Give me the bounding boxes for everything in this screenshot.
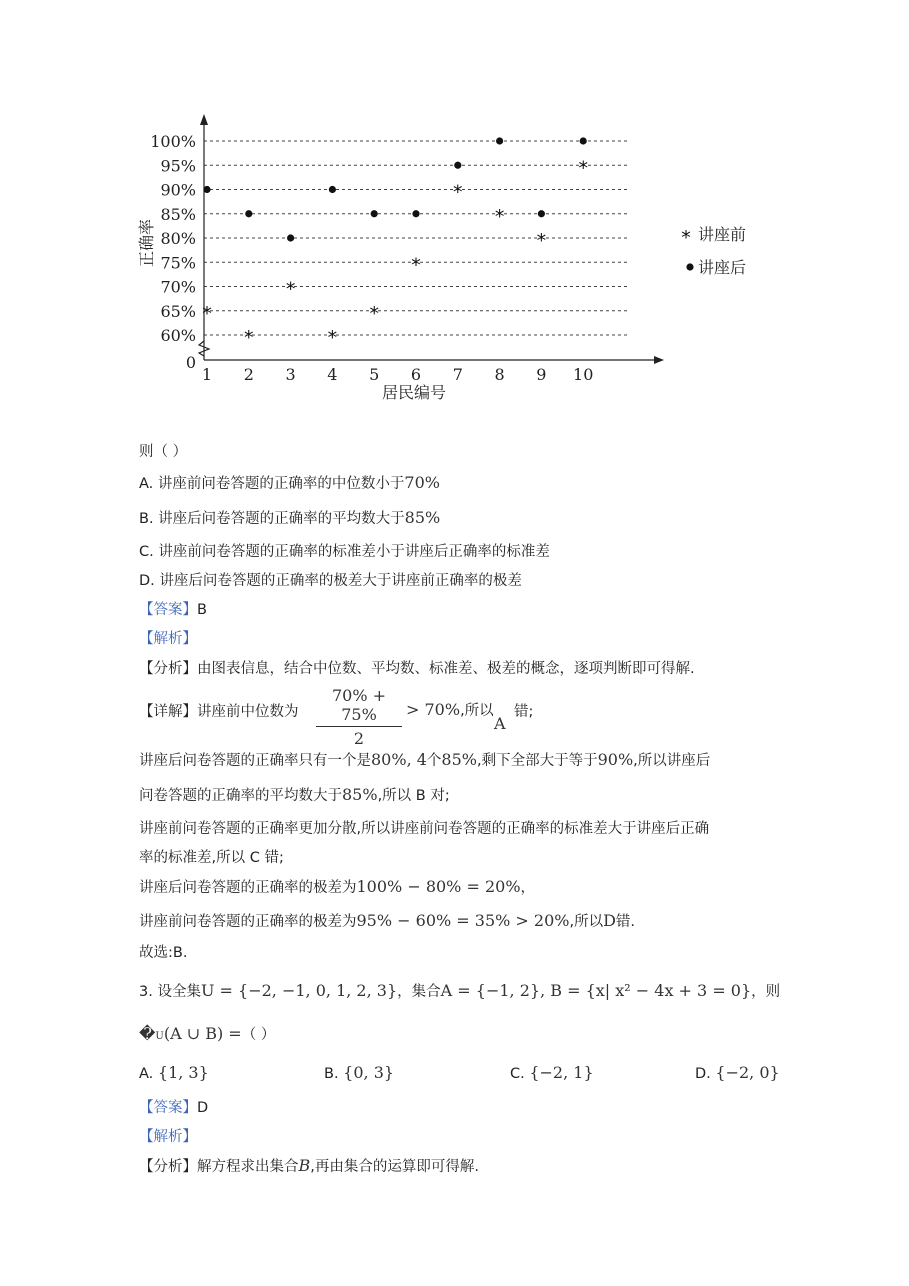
xiangjie-line-start — [139, 702, 299, 722]
x-tick-label: 8 — [494, 365, 505, 384]
point-before: * — [411, 254, 421, 277]
point-after — [203, 186, 210, 193]
point-before: * — [327, 327, 338, 349]
point-before: * — [285, 278, 296, 301]
x-axis-arrow — [654, 356, 664, 364]
letter-a: A — [494, 714, 506, 733]
answer-1 — [139, 600, 207, 620]
point-after — [329, 186, 336, 193]
after-line-1 — [139, 750, 710, 771]
choice-b — [324, 1063, 394, 1082]
range-before-suoyi: ,所以 — [569, 914, 604, 930]
range-before-cuo: 错. — [615, 914, 636, 930]
y-axis-label: 正确率 — [137, 218, 156, 268]
x-tick-label: 10 — [573, 365, 594, 384]
point-before: * — [536, 230, 547, 252]
complement-glyph: � — [139, 1024, 156, 1043]
choice-a-label: A. — [139, 1066, 154, 1082]
point-after — [496, 137, 503, 144]
choice-d — [695, 1063, 780, 1082]
axes — [199, 114, 664, 364]
after-2c: ,所以 B 对; — [377, 788, 450, 804]
analysis-2-heading: 【解析】 — [139, 1129, 197, 1145]
answer-2 — [139, 1098, 208, 1118]
guxuan: 故选:B. — [139, 945, 188, 961]
y-tick-label: 95% — [160, 156, 196, 176]
data-points — [202, 137, 588, 349]
legend-marker-dot — [686, 263, 693, 270]
after-1e: ,剩下全部大于等于 — [476, 753, 598, 769]
choice-a — [139, 1063, 209, 1082]
choice-c-value: {−2, 1} — [529, 1063, 594, 1082]
xiangjie-text: 讲座前中位数为 — [197, 704, 299, 720]
choice-b-value: {0, 3} — [343, 1063, 395, 1082]
point-after — [371, 210, 378, 217]
option-d: D. 讲座后问卷答题的正确率的极差大于讲座前正确率的极差 — [139, 573, 522, 589]
fenxi-1-text: 由图表信息，结合中位数、平均数、标准差、极差的概念，逐项判断即可得解. — [197, 661, 695, 677]
x-axis-label: 居民编号 — [381, 383, 447, 402]
suoyi-text: ,所以 — [460, 703, 494, 719]
option-a-text: A. 讲座前问卷答题的正确率的中位数小于 — [139, 476, 405, 492]
option-c: C. 讲座前问卷答题的正确率的标准差小于讲座后正确率的标准差 — [139, 544, 550, 560]
x-tick-label: 6 — [410, 365, 422, 384]
point-before: * — [369, 302, 379, 325]
point-after — [412, 210, 419, 217]
cuo-text: 错; — [514, 704, 534, 720]
after-1a: 讲座后问卷答题的正确率只有一个是 — [139, 753, 371, 769]
complement-expression: (A ∪ B) = — [163, 1024, 242, 1043]
option-a — [139, 473, 440, 494]
x-tick-label: 5 — [369, 365, 380, 384]
option-b-text: B. 讲座后问卷答题的正确率的平均数大于 — [139, 511, 405, 527]
legend-marker-star: * — [681, 227, 691, 249]
fenxi-2-set-b: B — [298, 1156, 311, 1175]
gt-70-math: > 70% — [406, 700, 461, 719]
y-axis-arrow — [200, 114, 208, 125]
legend — [681, 225, 746, 277]
option-b — [139, 508, 440, 529]
answer-2-tag: 【答案】 — [139, 1100, 197, 1116]
after-2a: 问卷答题的正确率的平均数大于 — [139, 788, 342, 804]
choice-c-label: C. — [510, 1066, 525, 1082]
range-after-math: 100% − 80% = 20% — [356, 877, 521, 896]
y-tick-label: 65% — [160, 301, 196, 321]
choice-d-value: {−2, 0} — [715, 1063, 780, 1082]
fraction-numerator: 70% + 75% — [316, 686, 402, 727]
q3-universal-set: U = {−2, −1, 0, 1, 2, 3} — [200, 981, 398, 1000]
after-1g: ,所以讲座后 — [633, 753, 711, 769]
point-after — [454, 162, 461, 169]
after-1f: 90% — [597, 750, 634, 769]
q3-separator: , — [540, 981, 551, 1000]
fenxi-2-tag: 【分析】 — [139, 1159, 197, 1175]
after-line-2 — [139, 785, 450, 806]
x-tick-label: 1 — [201, 365, 213, 384]
x-tick-label: 7 — [452, 365, 463, 384]
answer-1-value: B — [197, 602, 207, 618]
question-3 — [139, 981, 780, 1002]
after-1d: 85% — [441, 750, 477, 769]
point-before: * — [578, 157, 588, 180]
x-tick-label: 3 — [285, 365, 296, 384]
y-tick-label: 80% — [160, 229, 196, 248]
option-a-math: 70% — [404, 473, 440, 492]
choice-a-value: {1, 3} — [157, 1063, 209, 1082]
answer-1-tag: 【答案】 — [139, 602, 197, 618]
before-line-1: 讲座前问卷答题的正确率更加分散,所以讲座前问卷答题的正确率的标准差大于讲座后正确 — [139, 821, 710, 837]
choice-b-label: B. — [324, 1066, 339, 1082]
fraction-denominator: 2 — [353, 729, 365, 748]
point-before: * — [494, 205, 505, 228]
point-before: * — [244, 327, 254, 349]
x-tick-labels — [202, 365, 593, 384]
fenxi-1 — [139, 659, 695, 679]
point-before: * — [202, 302, 212, 325]
range-before-text: 讲座前问卷答题的正确率的极差为 — [139, 914, 357, 930]
point-after — [580, 137, 587, 144]
choice-d-label: D. — [695, 1066, 711, 1082]
scatter-chart — [0, 0, 909, 420]
y-tick-labels — [150, 132, 196, 372]
range-after-comma: ， — [520, 880, 536, 896]
xiangjie-line-end — [406, 700, 494, 721]
grid-lines — [204, 141, 627, 335]
range-before — [139, 911, 635, 932]
complement-subscript: U — [155, 1031, 164, 1042]
fenxi-1-tag: 【分析】 — [139, 661, 197, 677]
q3-jihe: ，集合 — [397, 984, 441, 1000]
y-tick-label: 100% — [150, 132, 196, 151]
q3-ze: ，则 — [751, 984, 781, 1000]
y-tick-label: 85% — [160, 204, 196, 224]
xiangjie-tag: 【详解】 — [139, 704, 197, 720]
after-1c: 个 — [426, 753, 442, 769]
point-after — [245, 210, 252, 217]
y-tick-label: 70% — [160, 277, 196, 297]
question-prompt: 则（ ） — [139, 444, 188, 460]
y-tick-label: 0 — [185, 353, 196, 372]
legend-label-before: 讲座前 — [698, 225, 747, 244]
choice-c — [510, 1063, 594, 1082]
legend-label-after: 讲座后 — [698, 258, 747, 277]
point-after — [538, 210, 545, 217]
median-fraction — [316, 686, 402, 748]
q3-prefix: 3. 设全集 — [139, 984, 201, 1000]
fenxi-2-text-b: ,再由集合的运算即可得解. — [310, 1159, 479, 1175]
fenxi-2-text-a: 解方程求出集合 — [197, 1159, 299, 1175]
q3-paren: （ ） — [241, 1027, 276, 1043]
analysis-1-heading: 【解析】 — [139, 631, 197, 647]
point-after — [287, 234, 294, 241]
point-before: * — [453, 181, 463, 204]
answer-2-value: D — [197, 1100, 209, 1116]
x-tick-label: 9 — [536, 365, 547, 384]
before-line-2: 率的标准差,所以 C 错; — [139, 850, 284, 866]
range-after — [139, 877, 535, 898]
q3-set-a: A = {−1, 2} — [440, 981, 541, 1000]
option-b-math: 85% — [404, 508, 441, 527]
y-tick-label: 90% — [160, 180, 196, 200]
range-before-d: D — [603, 911, 616, 930]
after-2b: 85% — [342, 785, 378, 804]
q3-set-b: B = {x| x² − 4x + 3 = 0} — [550, 981, 752, 1000]
y-tick-label: 60% — [160, 326, 196, 345]
x-tick-label: 2 — [243, 365, 254, 384]
range-after-text: 讲座后问卷答题的正确率的极差为 — [139, 880, 357, 896]
fenxi-2 — [139, 1156, 479, 1177]
x-tick-label: 4 — [327, 365, 338, 384]
y-tick-label: 75% — [160, 253, 196, 273]
range-before-math: 95% − 60% = 35% > 20% — [356, 911, 570, 930]
q3-expression — [139, 1024, 275, 1047]
after-1b: 80%, 4 — [371, 750, 427, 769]
